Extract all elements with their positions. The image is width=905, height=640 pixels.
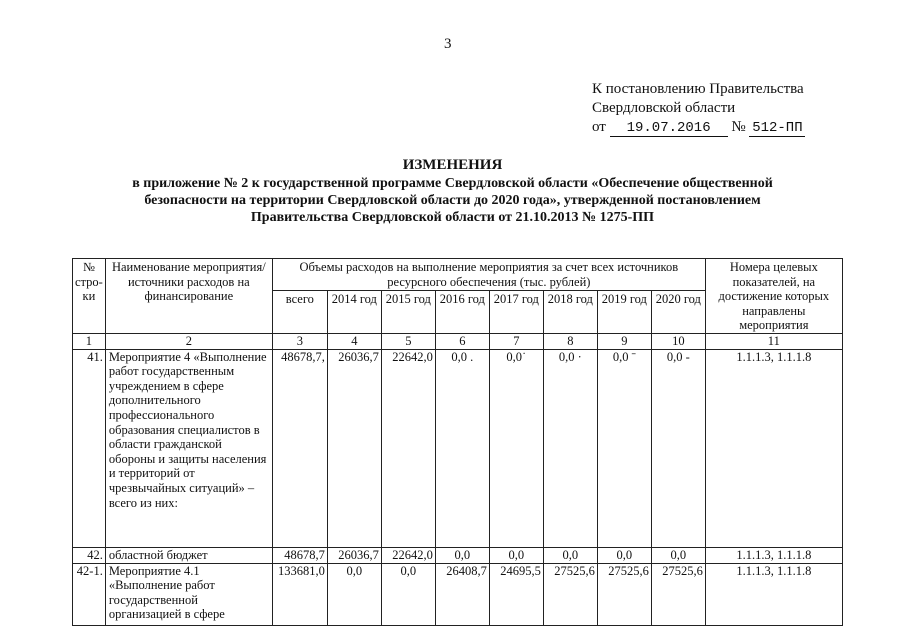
column-number: 7 — [489, 334, 543, 350]
row-number: 42. — [73, 547, 106, 563]
row-number: 42-1. — [73, 563, 106, 625]
header-year: 2020 год — [651, 291, 705, 334]
column-number: 2 — [105, 334, 272, 350]
reference-line-2: Свердловской области — [592, 100, 736, 116]
reference-line-1: К постановлению Правительства — [592, 81, 804, 97]
value-2018: 27525,6 — [543, 563, 597, 625]
header-year: 2014 год — [327, 291, 381, 334]
column-number: 9 — [597, 334, 651, 350]
document-title — [0, 157, 905, 226]
value-2019: 27525,6 — [597, 563, 651, 625]
header-year: 2019 год — [597, 291, 651, 334]
resolution-number: 512-ПП — [749, 121, 805, 137]
title-line-1: в приложение № 2 к государственной программе Свердловской области «Обеспечение общественной — [132, 176, 773, 191]
value-total: 48678,7 — [272, 547, 327, 563]
title-heading: ИЗМЕНЕНИЯ — [402, 157, 503, 173]
value-2019: 0,0 — [597, 547, 651, 563]
header-year: 2015 год — [381, 291, 435, 334]
row-name: областной бюджет — [105, 547, 272, 563]
row-number: 41. — [73, 349, 106, 547]
column-number: 1 — [73, 334, 106, 350]
value-2017: 24695,5 — [489, 563, 543, 625]
table-row — [73, 349, 843, 547]
value-2020: 0,0 - — [651, 349, 705, 547]
title-line-3: Правительства Свердловской области от 21.10.2013 № 1275-ПП — [250, 210, 655, 225]
column-number: 6 — [435, 334, 489, 350]
value-2015: 22642,0 — [381, 349, 435, 547]
value-total: 48678,7, — [272, 349, 327, 547]
value-2014: 26036,7 — [327, 547, 381, 563]
header-year: 2017 год — [489, 291, 543, 334]
value-2014: 0,0 — [327, 563, 381, 625]
value-2017: 0,0˙ — [489, 349, 543, 547]
value-2014: 26036,7 — [327, 349, 381, 547]
changes-table — [72, 258, 843, 626]
value-2018: 0,0 · — [543, 349, 597, 547]
row-targets: 1.1.1.3, 1.1.1.8 — [705, 547, 842, 563]
value-2016: 0,0 . — [435, 349, 489, 547]
value-2018: 0,0 — [543, 547, 597, 563]
value-2016: 0,0 — [435, 547, 489, 563]
number-prefix: № — [731, 119, 746, 135]
row-targets: 1.1.1.3, 1.1.1.8 — [705, 349, 842, 547]
table-header-row — [73, 259, 843, 291]
table-row — [73, 563, 843, 625]
header-year: 2018 год — [543, 291, 597, 334]
header-name: Наименование мероприятия/ источники расходов на финансирование — [105, 259, 272, 334]
header-row-number: № стро-ки — [73, 259, 106, 334]
value-2015: 22642,0 — [381, 547, 435, 563]
reference-date-line — [592, 118, 805, 137]
value-2020: 27525,6 — [651, 563, 705, 625]
column-number-row — [73, 334, 843, 350]
column-number: 11 — [705, 334, 842, 350]
column-number: 3 — [272, 334, 327, 350]
header-volumes: Объемы расходов на выполнение мероприятия за счет всех источников ресурсного обеспечения (тыс. рублей) — [272, 259, 705, 291]
document-reference — [592, 80, 805, 137]
row-name: Мероприятие 4.1 «Выполнение работ государственной организацией в сфере — [105, 563, 272, 625]
column-number: 8 — [543, 334, 597, 350]
title-line-2: безопасности на территории Свердловской области до 2020 года», утвержденной постановлением — [144, 193, 761, 208]
header-year: 2016 год — [435, 291, 489, 334]
page-number: 3 — [444, 36, 452, 52]
row-name: Мероприятие 4 «Выполнение работ государственным учреждением в сфере дополнительного профессионального образования специалистов в области гражданской обороны и защиты населения и территорий от чрезвычайных ситуаций» – всего из них: — [105, 349, 272, 547]
resolution-date: 19.07.2016 — [610, 121, 728, 137]
value-2015: 0,0 — [381, 563, 435, 625]
value-total: 133681,0 — [272, 563, 327, 625]
table-row — [73, 547, 843, 563]
value-2020: 0,0 — [651, 547, 705, 563]
header-targets: Номера целевых показателей, на достижение которых направлены мероприятия — [705, 259, 842, 334]
column-number: 10 — [651, 334, 705, 350]
value-2017: 0,0 — [489, 547, 543, 563]
header-total: всего — [272, 291, 327, 334]
date-prefix: от — [592, 119, 606, 135]
row-targets: 1.1.1.3, 1.1.1.8 — [705, 563, 842, 625]
value-2019: 0,0 ˉ — [597, 349, 651, 547]
column-number: 5 — [381, 334, 435, 350]
column-number: 4 — [327, 334, 381, 350]
value-2016: 26408,7 — [435, 563, 489, 625]
